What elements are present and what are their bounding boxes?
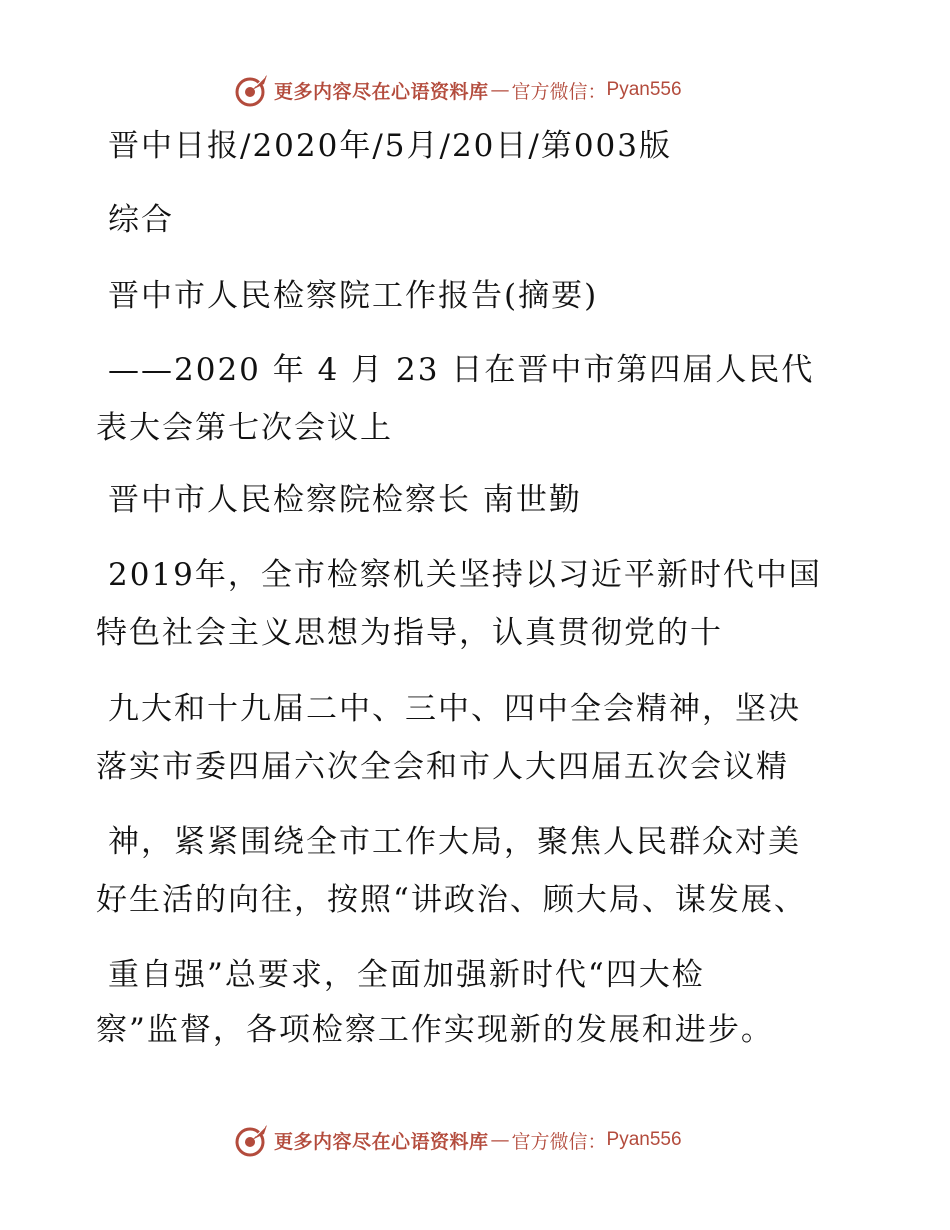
watermark-wechat-label: 官方微信： [511,80,607,103]
watermark-dash: — [490,1129,510,1151]
quill-logo-icon [234,72,270,108]
body-line-7: 重自强”总要求，全面加强新时代“四大检 [108,957,705,993]
watermark-wechat-id: Pyan556 [606,79,682,100]
header-watermark [234,72,682,108]
body-line-1: 2019年，全市检察机关坚持以习近平新时代中国 [108,557,822,593]
body-line-6: 好生活的向往，按照“讲政治、顾大局、谋发展、 [96,882,807,918]
source-line: 晋中日报/2020年/5月/20日/第003版 [108,128,673,164]
body-line-2: 特色社会主义思想为指导，认真贯彻党的十 [96,615,723,651]
watermark-wechat-label: 官方微信： [511,1130,607,1153]
watermark-text: 更多内容尽在心语资料库 [274,1130,489,1153]
subtitle-line-2: 表大会第七次会议上 [96,410,393,446]
quill-logo-icon [234,1122,270,1158]
body-line-3: 九大和十九届二中、三中、四中全会精神，坚决 [108,691,801,727]
subtitle-line-1: ——2020 年 4 月 23 日在晋中市第四届人民代 [108,352,815,388]
report-title: 晋中市人民检察院工作报告(摘要) [108,278,599,314]
body-line-4: 落实市委四届六次全会和市人大四届五次会议精 [96,749,789,785]
watermark-dash: — [490,79,510,101]
body-line-5: 神，紧紧围绕全市工作大局，聚焦人民群众对美 [108,824,801,860]
author-line: 晋中市人民检察院检察长 南世勤 [108,482,582,518]
watermark-wechat-id: Pyan556 [606,1129,682,1150]
watermark-text: 更多内容尽在心语资料库 [274,80,489,103]
footer-watermark [234,1122,682,1158]
section-label: 综合 [108,202,174,238]
body-line-8: 察”监督，各项检察工作实现新的发展和进步。 [96,1012,774,1048]
